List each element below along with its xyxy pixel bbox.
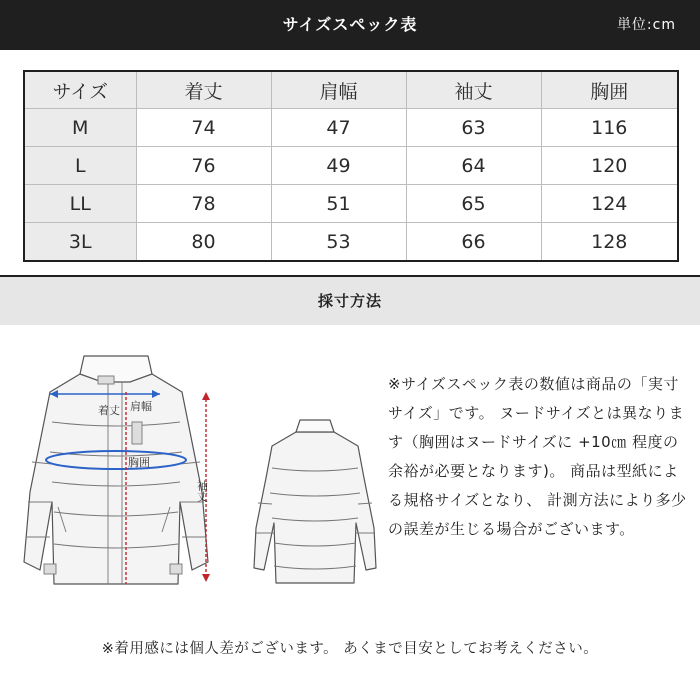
header-bar [0,0,700,50]
table-cell: 63 [406,109,541,147]
method-section-bar [0,277,700,325]
length-label: 着丈 [98,404,120,417]
jacket-front-illustration [10,352,230,592]
sleeve-label: 袖丈 [195,480,209,502]
size-cell: 3L [24,223,136,262]
table-cell: 66 [406,223,541,262]
table-row [24,185,678,223]
table-cell: 128 [541,223,678,262]
table-cell: 120 [541,147,678,185]
table-cell: 51 [271,185,406,223]
table-cell: 116 [541,109,678,147]
table-cell: 80 [136,223,271,262]
table-row [24,223,678,262]
table-cell: 78 [136,185,271,223]
table-cell: 64 [406,147,541,185]
size-cell: LL [24,185,136,223]
shoulder-label: 肩幅 [130,400,152,413]
jacket-back-illustration [250,418,380,588]
page-title: サイズスペック表 [282,15,418,34]
table-row [24,109,678,147]
measurement-note: ※サイズスペック表の数値は商品の「実寸サイズ」です。 ヌードサイズとは異なります（胸囲はヌードサイズに +10㎝ 程度の余裕が必要となります)。 商品は型紙による規格サイズとなり、 計測方法により多少の誤差が生じる場合がございます。 [388,375,687,538]
table-header-row [24,71,678,109]
table-cell: 53 [271,223,406,262]
table-cell: 76 [136,147,271,185]
unit-label: 単位:cm [616,17,676,33]
method-title: 採寸方法 [317,292,382,310]
table-row [24,147,678,185]
table-cell: 74 [136,109,271,147]
size-cell: M [24,109,136,147]
table-cell: 124 [541,185,678,223]
table-cell: 65 [406,185,541,223]
table-cell: 49 [271,147,406,185]
size-cell: L [24,147,136,185]
footnote: ※着用感には個人差がございます。 あくまで目安としてお考えください。 [101,641,599,657]
column-header-length: 着丈 [136,71,271,109]
chest-label: 胸囲 [128,456,150,469]
column-header-size: サイズ [24,71,136,109]
column-header-chest: 胸囲 [541,71,678,109]
column-header-shoulder: 肩幅 [271,71,406,109]
table-cell: 47 [271,109,406,147]
size-spec-table [23,70,679,262]
column-header-sleeve: 袖丈 [406,71,541,109]
